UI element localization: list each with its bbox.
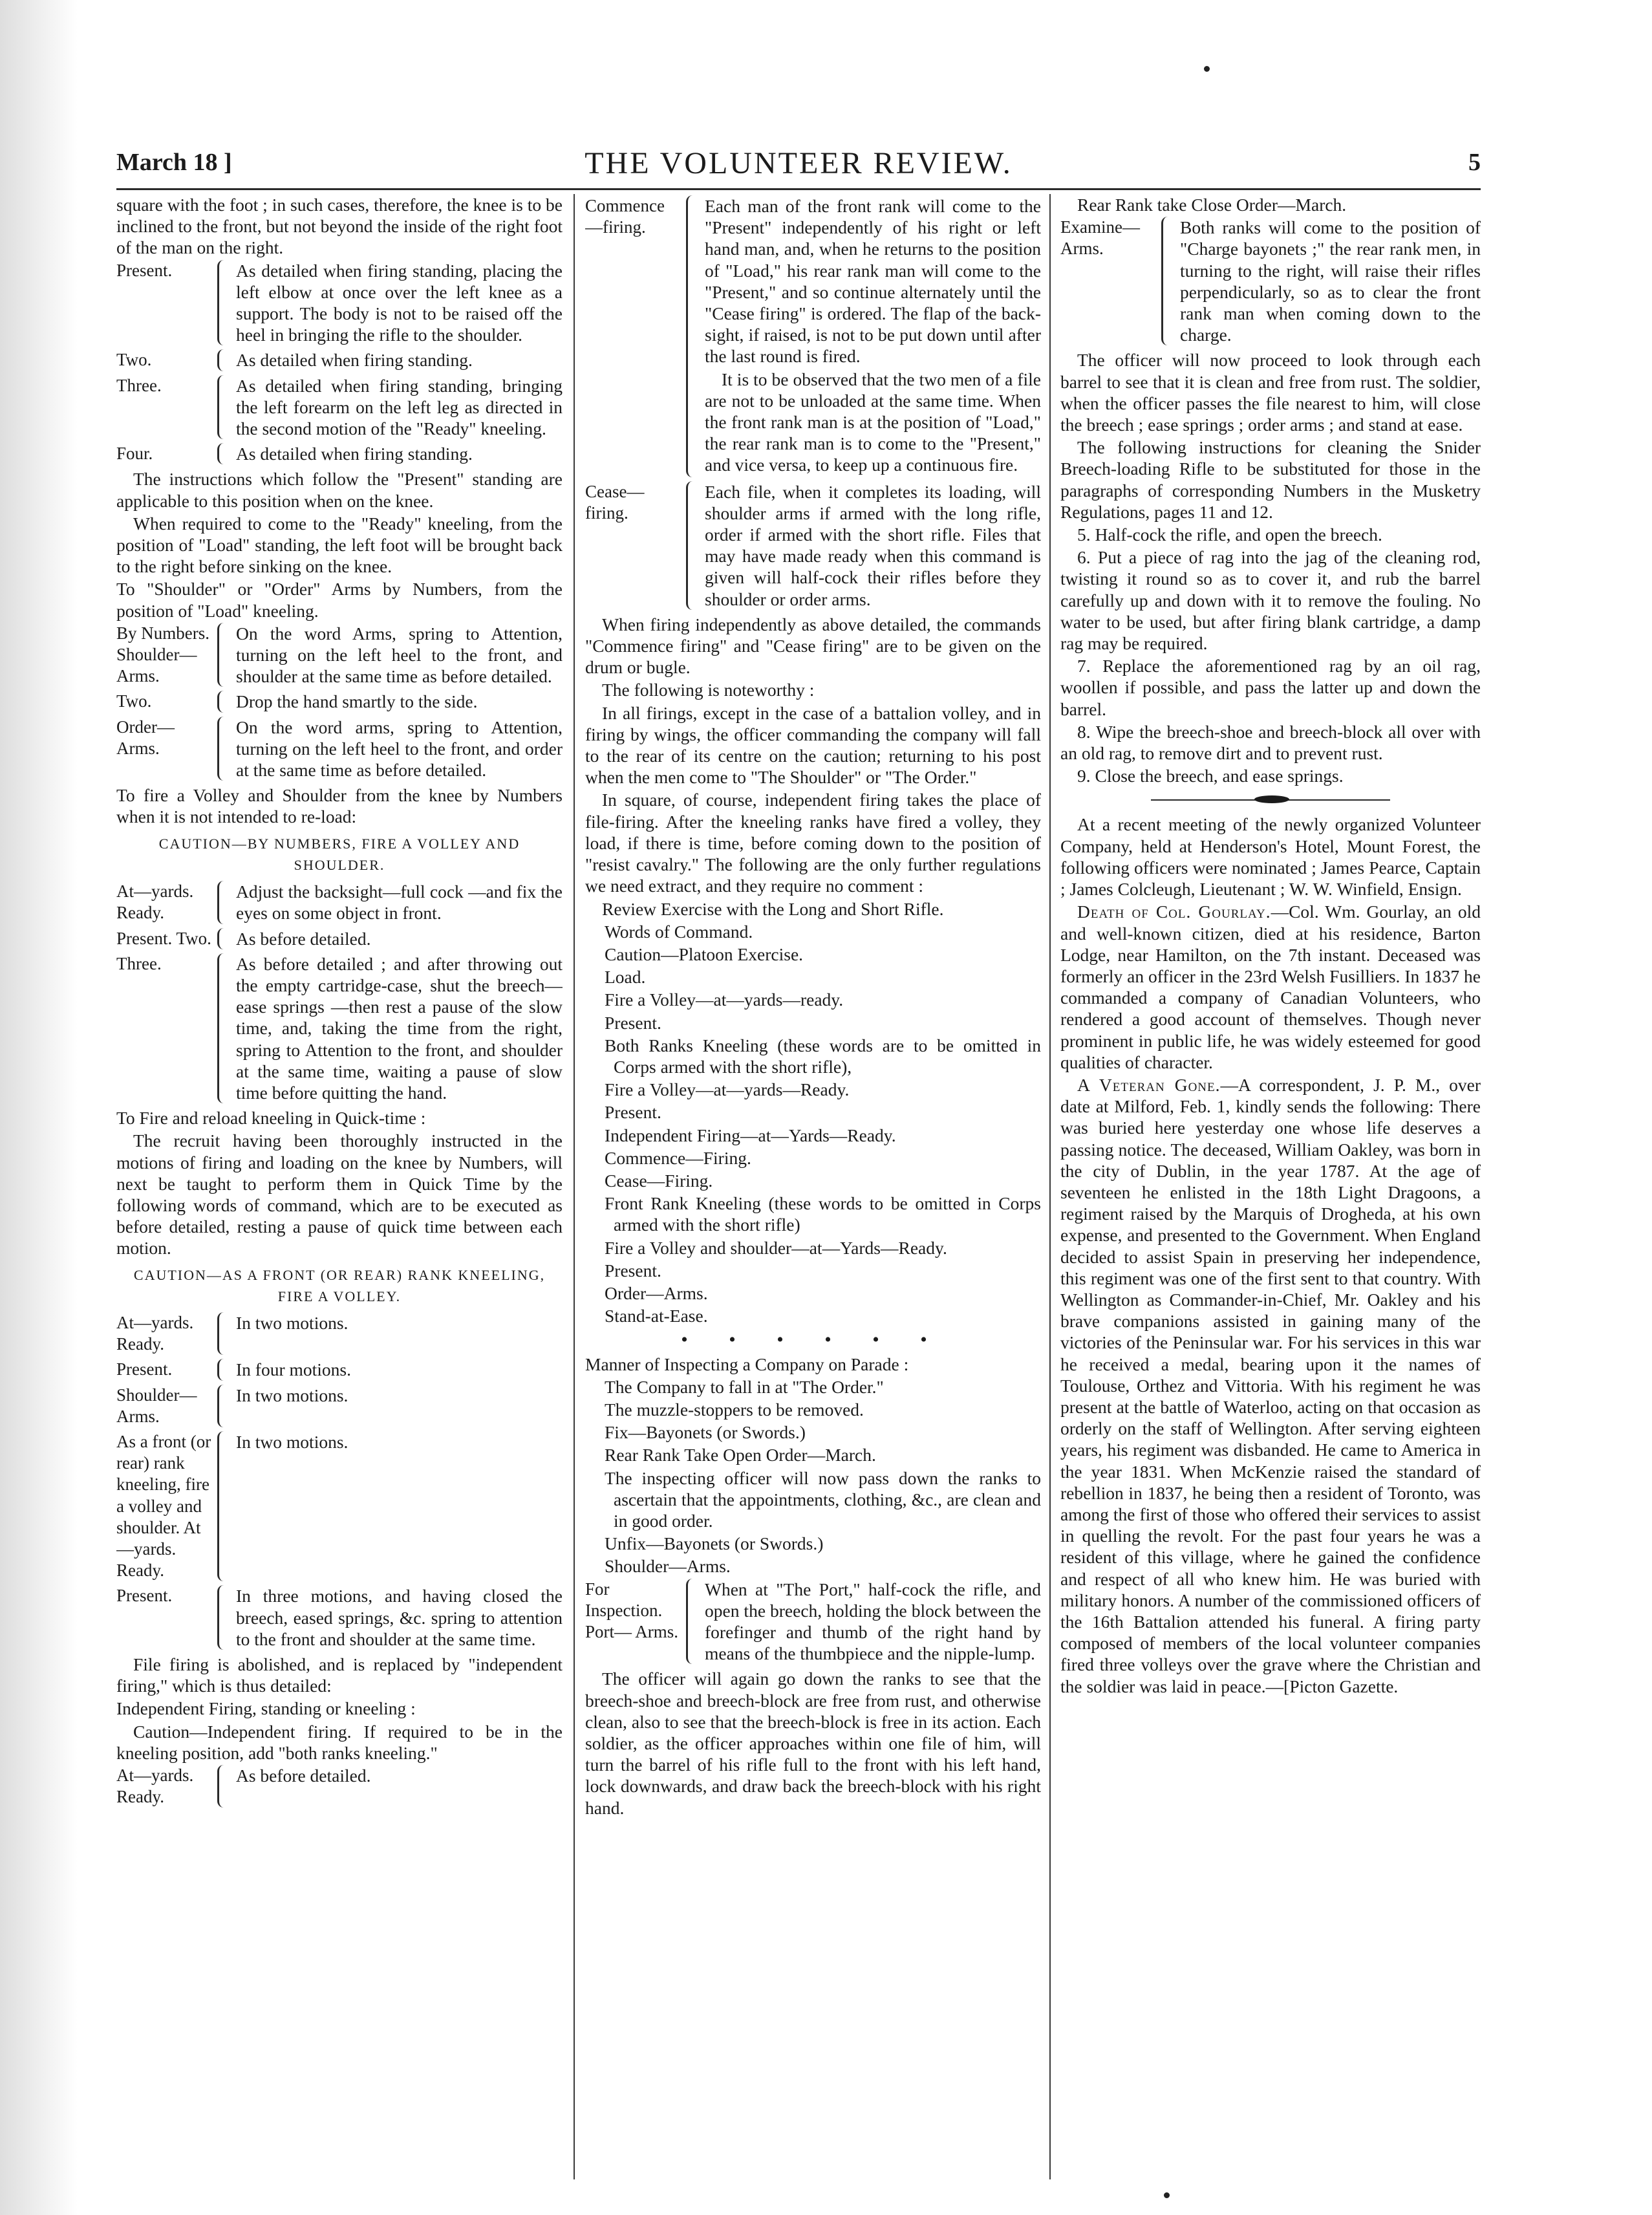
paragraph: When required to come to the "Ready" kneeling, from the position of "Load" standing, the left foot will be brought back to the right before sinking on the knee. (116, 513, 563, 577)
inspection-list (585, 1376, 1041, 1577)
paragraph: The following instructions for cleaning the Snider Breech-loading Rifle to be substituted for those in the paragraphs of corresponding Numbers in the Musketry Regulations, pages 11 and 12. (1060, 437, 1481, 522)
brace (217, 881, 230, 924)
command-text: In two motions. (236, 1385, 349, 1405)
scan-edge-shadow (0, 0, 78, 2215)
brace (217, 1585, 230, 1650)
command-text: As detailed when firing standing, bringing the left forearm on the left leg as directed in the second motion of the "Ready" kneeling. (236, 375, 563, 439)
list-item: Independent Firing—at—Yards—Ready. (605, 1125, 896, 1145)
brace (217, 443, 230, 464)
numbered-item: 9. Close the breech, and ease springs. (1077, 766, 1344, 786)
drill-command (116, 623, 563, 687)
brace (217, 1312, 230, 1355)
command-label: Examine— Arms. (1060, 217, 1140, 259)
command-text: Drop the hand smartly to the side. (236, 691, 478, 712)
command-text: In four motions. (236, 1359, 351, 1380)
ink-speck (1164, 2192, 1170, 2198)
brace (217, 623, 230, 687)
paragraph: When firing independently as above detailed, the commands "Commence firing" and "Cease firing" are to be given on the drum or bugle. (585, 614, 1041, 678)
list-item: Fire a Volley and shoulder—at—Yards—Ready. (605, 1237, 947, 1258)
command-label: By Numbers. Shoulder— Arms. (116, 623, 209, 686)
drill-command (116, 443, 563, 464)
list-item: Stand-at-Ease. (605, 1306, 708, 1326)
drill-command (116, 1312, 563, 1355)
column-2 (585, 194, 1041, 2186)
paragraph: The recruit having been thoroughly instructed in the motions of firing and loading on the knee by Numbers, will next be taught to perform them in Quick Time by the following words of command, which are to be executed as before detailed, resting a pause of quick time between each motion. (116, 1130, 563, 1259)
command-text: In two motions. (236, 1431, 349, 1452)
brace (217, 953, 230, 1103)
command-text: As detailed when firing standing. (236, 444, 473, 464)
drill-command (116, 928, 563, 949)
drill-command (585, 195, 1041, 477)
drill-command (116, 349, 563, 371)
command-text: On the word arms, spring to Attention, turning on the left heel to the front, and order at the same time as before detailed. (236, 717, 563, 781)
paragraph: The instructions which follow the "Present" standing are applicable to this position when on the knee. (116, 469, 563, 511)
section-dots: • • • • • • (681, 1329, 945, 1351)
brace (217, 691, 230, 712)
command-text: As before detailed. (236, 1766, 371, 1786)
brace (1161, 217, 1174, 345)
paragraph: Manner of Inspecting a Company on Parade : (585, 1354, 909, 1374)
list-item: Unfix—Bayonets (or Swords.) (605, 1533, 824, 1554)
list-item: The inspecting officer will now pass down the ranks to ascertain that the appointments, clothing, &c., are clean and in good order. (605, 1467, 1041, 1531)
drill-command (116, 1585, 563, 1650)
command-text: As before detailed ; and after throwing out the empty cartridge-case, shut the breech—ease springs —then rest a pause of the slow time, and, taking the time from the right, spring to Attention to the front, and shoulder at the same time, waiting a pause of slow time before quitting the hand. (236, 953, 563, 1103)
command-label: Cease— firing. (585, 481, 645, 523)
drill-command (585, 1579, 1041, 1665)
ink-speck (1204, 66, 1210, 72)
command-text: In two motions. (236, 1312, 349, 1333)
column-rule (574, 194, 575, 2179)
command-label: Three. (116, 953, 162, 973)
list-item: Commence—Firing. (605, 1147, 751, 1168)
list-item: The muzzle-stoppers to be removed. (605, 1399, 864, 1420)
command-label: Four. (116, 444, 153, 464)
drill-command (116, 1385, 563, 1427)
command-text: Each file, when it completes its loading, will shoulder arms if armed with the long rifle, order if armed with the short rifle. Files that may have made ready when this command is given will half-cock their rifles before they shoulder or order arms. (705, 481, 1041, 609)
paragraph: Independent Firing, standing or kneeling : (116, 1698, 416, 1719)
paragraph: square with the foot ; in such cases, therefore, the knee is to be inclined to the front, but not beyond the inside of the right foot of the man on the right. (116, 195, 563, 258)
news-item (1060, 1074, 1481, 1697)
item-heading: Death of Col. Gourlay. (1077, 902, 1271, 922)
paragraph: Review Exercise with the Long and Short Rifle. (602, 898, 944, 919)
list-item: The Company to fall in at "The Order." (605, 1376, 884, 1397)
command-label: At—yards. Ready. (116, 881, 194, 923)
paragraph: To fire a Volley and Shoulder from the knee by Numbers when it is not intended to re-load: (116, 785, 563, 827)
list-item: Rear Rank Take Open Order—March. (605, 1445, 876, 1465)
paragraph: File firing is abolished, and is replaced by "independent firing," which is thus detailed: (116, 1654, 563, 1696)
drill-command (1060, 217, 1481, 345)
brace (217, 1765, 230, 1808)
paragraph: The officer will now proceed to look through each barrel to see that it is clean and free from rust. The soldier, when the officer passes the file nearest to him, will close the breech ; ease springs ; order arms ; and stand at ease. (1060, 350, 1481, 435)
drill-command (116, 375, 563, 440)
command-text: As detailed when firing standing. (236, 350, 473, 371)
drill-command (116, 881, 563, 924)
list-item: Shoulder—Arms. (605, 1556, 731, 1577)
drill-command (116, 717, 563, 781)
command-text (705, 195, 1041, 477)
list-item: Cease—Firing. (605, 1170, 713, 1191)
command-label: Present. (116, 1586, 173, 1606)
issue-date: March 18 ] (116, 149, 232, 176)
command-label: Shoulder— Arms. (116, 1385, 197, 1426)
command-label: Present. Two. (116, 928, 211, 948)
drill-command (116, 1765, 563, 1808)
command-label: Present. (116, 1359, 173, 1379)
paragraph: To "Shoulder" or "Order" Arms by Numbers, from the position of "Load" kneeling. (116, 579, 563, 621)
brace (217, 717, 230, 781)
drill-command (116, 691, 563, 712)
command-label: For Inspection. Port— Arms. (585, 1579, 679, 1641)
list-item: Present. (605, 1012, 661, 1033)
list-item: Fix—Bayonets (or Swords.) (605, 1422, 806, 1443)
command-text: In three motions, and having closed the breech, eased springs, &c. spring to attention to the front and shoulder at the same time. (236, 1586, 563, 1649)
command-text: On the word Arms, spring to Attention, turning on the left heel to the front, and shoulder at the same time as before detailed. (236, 623, 563, 687)
command-label: As a front (or rear) rank kneeling, fire a volley and shoulder. At—yards. Ready. (116, 1431, 211, 1581)
item-body: —A correspondent, J. P. M., over date at Milford, Feb. 1, kindly sends the following: There was buried here yesterday one whose life deserves a passing notice. The deceased, William Oakley, was born in the city of Dublin, in the year 1787. At the age of seventeen he enlisted in the 18th Light Dragoons, a regiment raised by the Marquis of Drogheda, at his own expense, and presented to the Government. When England decided to assist Spain in preserving her independence, this regiment was one of the first sent to that country. With Wellington as Commander-in-Chief, Mr. Oakley and his brave companions assisted in gaining many of the victories of the Peninsular war. For his services in this war he received a medal, bearing upon it the names of Toulouse, Orthez and Vittoria. With his regiment he was present at the battle of Waterloo, acting on that occasion as orderly on the staff of Wellington. After serving eighteen years, his regiment was disbanded. He came to America in the year 1831. When McKenzie raised the standard of rebellion in 1837, he being then a resident of Toronto, was among the first of those who offered their services to assist in quelling the revolt. For the past four years he was a resident of this village, where he gained the confidence and respect of all who knew him. He was buried with military honors. A number of the commissioned officers of the 16th Battalion attended his funeral. A firing party composed of members of the local volunteer companies fired three volleys over the grave where the Christian and the soldier was laid in peace.—[Picton Gazette. (1060, 1074, 1481, 1696)
command-label: At—yards. Ready. (116, 1312, 194, 1354)
command-label: Two. (116, 350, 152, 370)
brace (217, 349, 230, 371)
ornamental-divider (1060, 792, 1481, 808)
drill-command (116, 953, 563, 1103)
item-heading: A Veteran Gone. (1077, 1074, 1221, 1095)
numbered-item: 5. Half-cock the rifle, and open the breech. (1077, 524, 1382, 545)
list-item: Caution—Platoon Exercise. (605, 944, 804, 964)
list-item: Words of Command. (605, 921, 753, 942)
command-label: Commence —firing. (585, 196, 665, 237)
paragraph: In all firings, except in the case of a battalion volley, and in firing by wings, the officer commanding the company will fall to the rear of its centre on the caution; returning to his post when the men come to "The Shoulder" or "The Order." (585, 702, 1041, 788)
publication-title: THE VOLUNTEER REVIEW. (585, 146, 1013, 180)
command-text-part: It is to be observed that the two men of a file are not to be unloaded at the same time. When the front rank man is at the position of "Load," the rear rank man is to come to the "Present," and vice versa, to keep up a continuous fire. (705, 369, 1041, 475)
command-text: When at "The Port," half-cock the rifle, and open the breech, holding the block between the forefinger and thumb of the right hand by means of the thumbpiece and the nipple-lump. (705, 1579, 1041, 1664)
paragraph: The officer will again go down the ranks to see that the breech-shoe and breech-block are free from rust, and otherwise clean, also to see that the breech-block is free in its action. Each soldier, as the officer approaches within one file of him, will turn the barrel of his rifle full to the front with his left hand, lock downwards, and draw back the breech-block with his right hand. (585, 1669, 1041, 1818)
command-text: Both ranks will come to the position of "Charge bayonets ;" the rear rank men, in turning to the right, will raise their rifles perpendicularly, so as to clear the front rank man when coming down to the charge. (1180, 217, 1481, 345)
brace (686, 195, 698, 477)
command-label: Present. (116, 260, 173, 280)
list-item: Present. (605, 1260, 661, 1280)
drill-command (116, 1359, 563, 1380)
brace (217, 928, 230, 949)
command-label: Order— Arms. (116, 717, 175, 758)
caution-caption: CAUTION—AS A FRONT (OR REAR) RANK KNEELING, FIRE A VOLLEY. (133, 1266, 546, 1304)
numbered-item: 7. Replace the aforementioned rag by an oil rag, woollen if possible, and pass the latter up and down the barrel. (1060, 656, 1481, 719)
list-item: Present. (605, 1102, 661, 1123)
drill-command (585, 481, 1041, 610)
command-label: Two. (116, 691, 152, 711)
caution-caption: CAUTION—BY NUMBERS, FIRE A VOLLEY AND SHOULDER. (158, 835, 520, 873)
list-item: Order—Arms. (605, 1282, 708, 1303)
brace (217, 1431, 230, 1581)
paragraph: To Fire and reload kneeling in Quick-time : (116, 1108, 426, 1129)
numbered-item: 6. Put a piece of rag into the jag of the cleaning rod, twisting it round so as to cover it, and rub the barrel carefully up and down with it to remove the fouling. No water to be used, but after firing blank cartridge, a damp rag may be required. (1060, 547, 1481, 654)
command-list (585, 921, 1041, 1327)
running-head (116, 146, 1481, 190)
list-item: Fire a Volley—at—yards—Ready. (605, 1079, 850, 1100)
command-text-part: Each man of the front rank will come to the "Present" independently of his right or left hand man, and, when he returns to the position of "Load," his rear rank man will come to the "Present," and so continue alternately until the "Cease firing" is ordered. The flap of the back-sight, if raised, is not to be put down until after the last round is fired. (705, 196, 1041, 367)
news-item (1060, 901, 1481, 1073)
item-body: —Col. Wm. Gourlay, an old and well-known citizen, died at his residence, Barton Lodge, near Hamilton, on the 7th instant. Deceased was formerly an officer in the 23rd Welsh Fusilliers. In 1837 he commanded a company of Canadian Volunteers, who rendered a good account of themselves. Though never prominent in public life, he was widely esteemed for good qualities of character. (1060, 902, 1481, 1072)
brace (217, 375, 230, 440)
brace (686, 481, 698, 610)
command-text: As detailed when firing standing, placing the left elbow at once over the left knee as a support. The body is not to be raised off the heel in bringing the rifle to the shoulder. (236, 260, 563, 345)
paragraph: Rear Rank take Close Order—March. (1077, 195, 1347, 215)
brace (217, 1359, 230, 1380)
news-item: At a recent meeting of the newly organized Volunteer Company, held at Henderson's Hotel, Mount Forest, the following officers were nominated ; James Pearce, Captain ; James Colcleugh, Lieutenant ; W. W. Winfield, Ensign. (1060, 814, 1481, 900)
list-item: Load. (605, 967, 646, 988)
brace (217, 260, 230, 346)
paragraph: Caution—Independent firing. If required to be in the kneeling position, add "both ranks kneeling." (116, 1721, 563, 1763)
command-text: Adjust the backsight—full cock —and fix the eyes on some object in front. (236, 881, 563, 924)
command-label: Three. (116, 375, 162, 395)
column-1 (116, 194, 563, 2186)
paragraph: The following is noteworthy : (602, 680, 815, 700)
brace (686, 1579, 698, 1665)
column-3 (1060, 194, 1481, 2186)
column-rule (1049, 194, 1051, 2179)
drill-command (116, 260, 563, 346)
list-item: Fire a Volley—at—yards—ready. (605, 989, 844, 1010)
command-text: As before detailed. (236, 928, 371, 949)
page-number: 5 (1468, 149, 1481, 176)
drill-command (116, 1431, 563, 1581)
numbered-item: 8. Wipe the breech-shoe and breech-block all over with an old rag, to remove dirt and to prevent rust. (1060, 721, 1481, 764)
list-item: Front Rank Kneeling (these words to be omitted in Corps armed with the short rifle) (605, 1193, 1041, 1235)
list-item: Both Ranks Kneeling (these words are to be omitted in Corps armed with the short rifle), (605, 1035, 1041, 1077)
brace (217, 1385, 230, 1427)
paragraph: In square, of course, independent firing takes the place of file-firing. After the kneeling ranks have fired a volley, they load, if there is time, before coming down to the position of "resist cavalry." The following are the only further regulations we need extract, and they require no comment : (585, 790, 1041, 896)
command-label: At—yards. Ready. (116, 1766, 194, 1807)
